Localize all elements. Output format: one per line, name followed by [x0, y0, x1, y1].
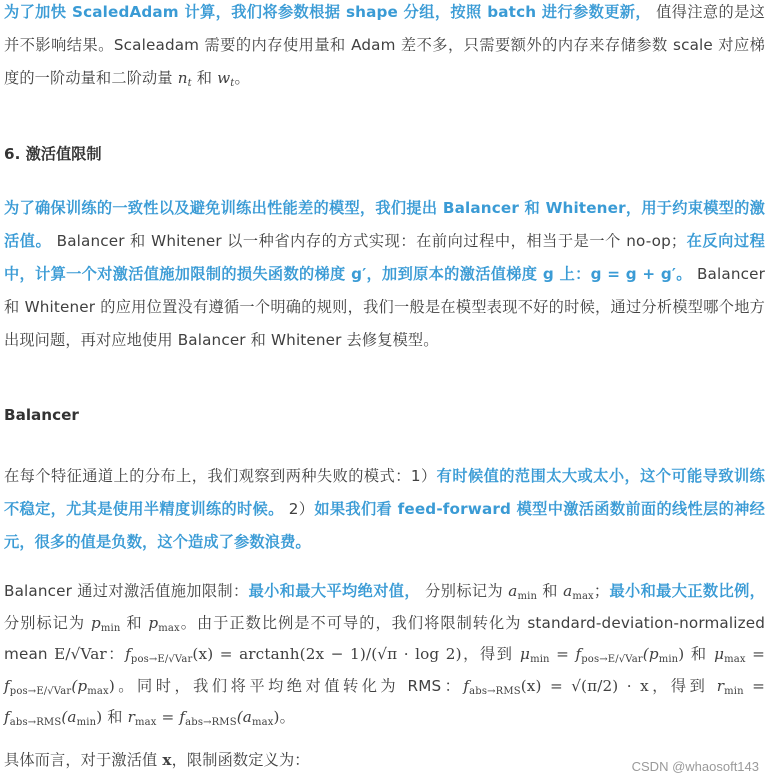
- paragraph-balancer-constraints: Balancer 通过对激活值施加限制：最小和最大平均绝对值， 分别标记为 $a_{min}$ 和 $a_{max}$；最小和最大正数比例， 分别标记为 $p_{min}$ 和 $p_{max}$。由于正数比例是不可导的，我们将限制转化为 standard-deviation-normalized mean E/√Var：$f_{pos\to E/√Var}(x) = \arctan h(2x - 1)/(√\pi \cdot \log 2)$，得到 $\mu_{min} = f_{pos\to E/√Var}(p_{min})$ 和 $\mu_{max} = f_{pos\to E/√Var}(p_{max})$。同时，我们将平均绝对值转化为 RMS：$f_{abs\to RMS}(x) = √(\pi/2) \cdot x$，得到 $r_{min} = f_{abs\to RMS}(a_{min})$ 和 $r_{max} = f_{abs\to RMS}(a_{max})$。: [4, 582, 766, 728]
- watermark: CSDN @whaosoft143: [631, 759, 759, 774]
- paragraph-activation-limit: 为了确保训练的一致性以及避免训练出性能差的模型，我们提出 Balancer 和 Whitener，用于约束模型的激活值。 Balancer 和 Whitener 以一种省内存的方式实现：在前向过程中，相当于是一个 no-op；在反向过程中，计算一个对激活值施加限制的损失函数的梯度 g′，加到原本的激活值梯度 g 上：g = g + g′。 Balancer 和 Whitener 的应用位置没有遵循一个明确的规则，我们一般是在模型表现不好的时候，通过分析模型哪个地方出现问题，再对应地使用 Balancer 和 Whitener 去修复模型。: [4, 199, 765, 349]
- paragraph-failure-modes: 在每个特征通道上的分布上，我们观察到两种失败的模式：1）有时候值的范围太大或太小，这个可能导致训练不稳定，尤其是使用半精度训练的时候。 2）如果我们看 feed-forward 模型中激活函数前面的线性层的神经元，很多的值是负数，这个造成了参数浪费。: [4, 467, 765, 551]
- paragraph-scaledadam: 为了加快 ScaledAdam 计算，我们将参数根据 shape 分组，按照 batch 进行参数更新， 值得注意的是这并不影响结果。Scaleadam 需要的内存使用量和 Adam 差不多，只需要额外的内存来存储参数 scale 对应梯度的一阶动量和二阶动量 $n_t$ 和 $w_t$。: [4, 3, 766, 89]
- subsection-heading: Balancer: [4, 406, 79, 424]
- section-heading: 6. 激活值限制: [4, 145, 102, 163]
- paragraph-constraint-definition: 具体而言，对于激活值 x，限制函数定义为：: [4, 751, 310, 769]
